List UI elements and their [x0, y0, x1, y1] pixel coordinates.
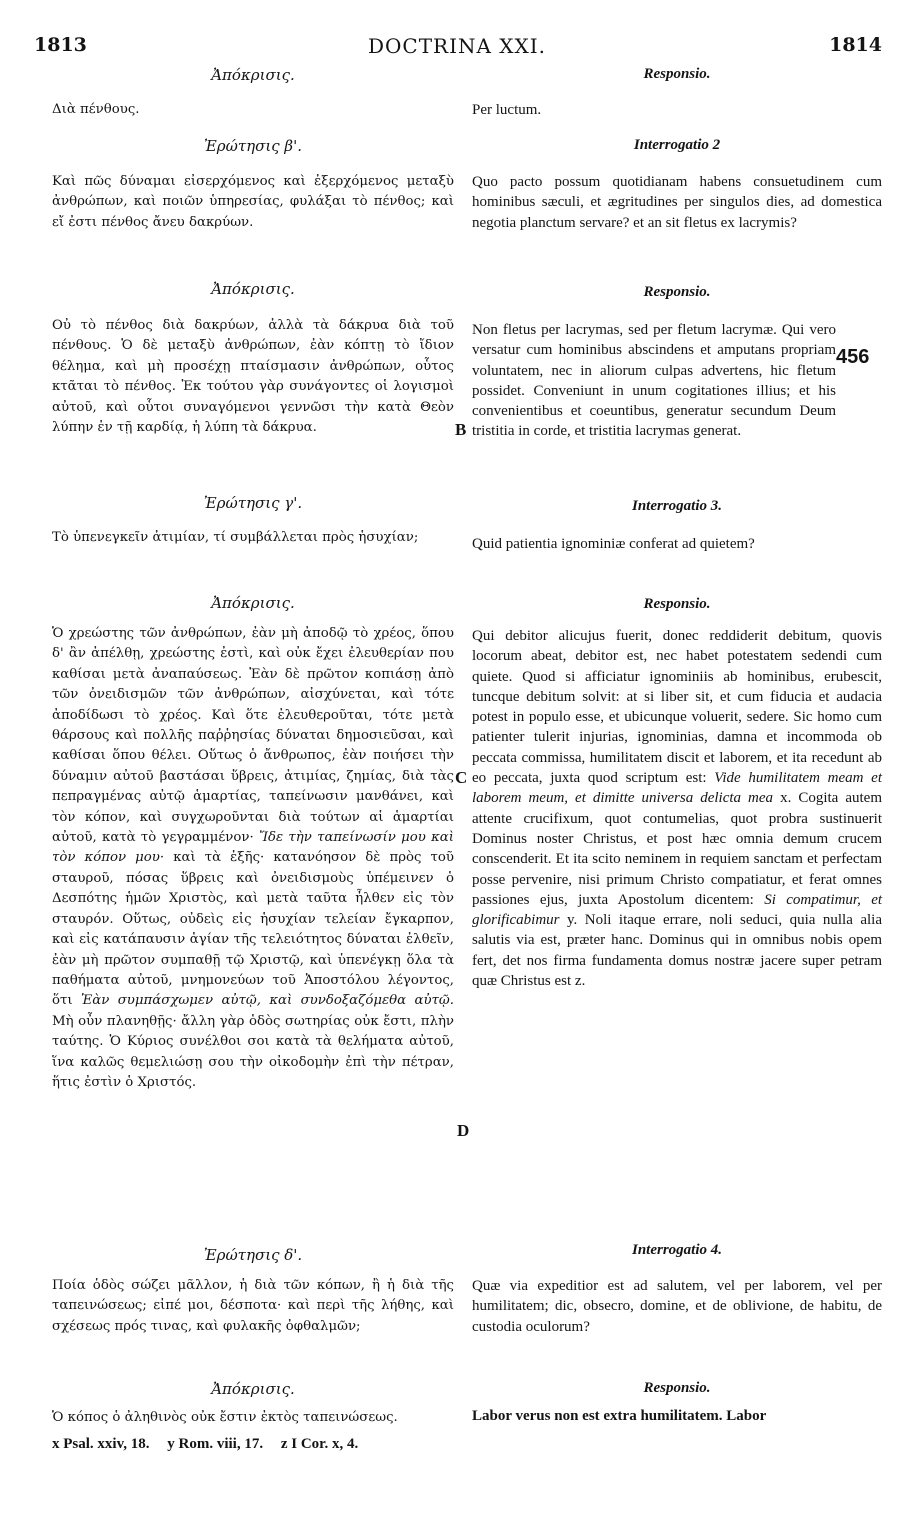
latin-para-5-text-a: Qui debitor alicujus fuerit, donec reddiderit debitum, quovis locorum abeat, debitor est, nec habet potestatem sedendi cum quiete. Quod si afficiatur ignominiis ab hominibus, erubescit, tuncque debitum solvit: at si liber sit, et cum fiducia et audacia potest in populo esse, et ubicunque voluerit, sedere. Sic homo cum patienter tulerit injurias, ignominias, damna et incommoda ob peccata commissa, humilitatem discit et laborem, et ita recedunt ab eo peccata, juxta quod scriptum est:: [472, 628, 882, 787]
latin-heading-response-1: Responsio.: [643, 66, 711, 82]
footnote-y: y Rom. viii, 17.: [167, 1436, 264, 1452]
latin-para-4: Quid patientia ignominiæ conferat ad quietem?: [472, 536, 755, 552]
greek-para-5-text-c: καὶ τὰ ἑξῆς· κατανόησον δὲ πρὸς τοῦ σταυροῦ, πόσας ὕβρεις καὶ ὀνειδισμοὺς ὑπέμεινεν ὁ Δεσπότης ἡμῶν Χριστὸς, καὶ μετὰ ταῦτα ἦλθεν εἰς τὸν σταυρόν. Οὕτως, οὐδεὶς εἰς ἡσυχίαν τελείαν ἔγκαρπον, καὶ εἰς κατάπαυσιν ἁγίαν τῆς τελειότητος δύναται ἐλθεῖν, ἐὰν μὴ πρῶτον συμπαθῇ τῷ Χριστῷ, καὶ ὑπενέγκῃ ὅλα τὰ παθήματα αὐτοῦ, μνημονεύων τοῦ Ἀποστόλου λέγοντος, ὅτι: [52, 850, 454, 1009]
greek-para-6: Ποία ὁδὸς σώζει μᾶλλον, ἡ διὰ τῶν κόπων, ἢ ἡ διὰ τῆς ταπεινώσεως; εἰπέ μοι, δέσποτα· καὶ περὶ τῆς λήθης, καὶ σχέσεως πρός τινας, καὶ φυλακῆς ὀφθαλμῶν;: [52, 1278, 454, 1334]
right-page-number: 1814: [829, 34, 882, 56]
footnote-x: x Psal. xxiv, 18.: [52, 1436, 150, 1452]
latin-para-3: Non fletus per lacrymas, sed per fletum lacrymæ. Qui vero versatur cum hominibus abscindens et amputans propriam voluntatem, nec in aliorum culpas advertens, hic fletum possidet. Conveniunt in unum cogitationes illius; et his convenientibus et coeuntibus, generatur secundum Deum tristitia in corde, et tristitia lacrymas generat.: [472, 322, 836, 440]
running-title: DOCTRINA XXI.: [367, 34, 547, 58]
greek-heading-question-4: Ἐρώτησις δ'.: [203, 1246, 303, 1264]
latin-para-2: Quo pacto possum quotidianam habens consuetudinem cum hominibus sæculi, et ægritudines per singulos dies, ad domestica negotia planctum servare? et an sit fletus ex lacrymis?: [472, 174, 882, 231]
latin-para-5: [472, 626, 882, 991]
latin-para-1: Per luctum.: [472, 102, 542, 118]
latin-para-7: Labor verus non est extra humilitatem. Labor: [472, 1408, 767, 1424]
latin-heading-response-3: Responsio.: [643, 596, 711, 612]
latin-para-5-text-e: y. Noli itaque errare, noli seduci, quia nulla alia salutis via est, præter hanc. Dominus qui in omnibus nobis opem fert, det nos firma fundamenta domus nostræ jacere super petram quæ Christus est z.: [472, 912, 882, 990]
latin-para-5-quote-2: Si compatimur, et glorificabimur: [472, 891, 883, 929]
latin-heading-question-3: Interrogatio 3.: [631, 498, 722, 514]
greek-heading-question-3: Ἐρώτησις γ'.: [203, 494, 303, 512]
greek-para-5-quote-1: Ἴδε τὴν ταπείνωσίν μου καὶ τὸν κόπον μου·: [52, 830, 454, 866]
latin-heading-response-4: Responsio.: [643, 1380, 711, 1396]
greek-heading-response-3: Ἀπόκρισις.: [211, 594, 295, 612]
greek-para-5-text-a: Ὁ χρεώστης τῶν ἀνθρώπων, ἐὰν μὴ ἀποδῷ τὸ χρέος, ὅπου δ' ἂν ἀπέλθῃ, χρεώστης ἐστὶ, καὶ οὐκ ἔχει ἐλευθερίαν που καθίσαι μετὰ ἀναπαύσεως. Ἐὰν δὲ πρῶτον κοπιάσῃ ἀπὸ τῶν ὀνειδισμῶν τῶν ἀνθρώπων, αἰσχύνεται, καὶ τότε ἀποδίδωσι τὸ χρέος. Καὶ ὅτε ἐλευθεροῦται, τότε μετὰ θάρσους καὶ πολλῆς παῤῥησίας δύναται δημοσιεῦσαι, καὶ καθίσαι ὅπου θέλει. Οὕτως ὁ ἄνθρωπος, ἐὰν ποιήσει τὴν δύναμιν αὐτοῦ βαστάσαι ὕβρεις, ἀτιμίας, ζημίας, διὰ τὰς πεπραγμένας αὐτῷ ἁμαρτίας, ταπείνωσιν μανθάνει, καὶ τὸν κόπον, καὶ συγχωροῦνται διὰ τούτων αἱ ἁμαρτίαι αὐτοῦ, κατὰ τὸ γεγραμμένον·: [52, 626, 454, 846]
greek-para-3: Οὐ τὸ πένθος διὰ δακρύων, ἀλλὰ τὰ δάκρυα διὰ τοῦ πένθους. Ὁ δὲ μεταξὺ ἀνθρώπων, ἐὰν κόπτῃ τὸ ἴδιον θέλημα, καὶ μὴ προσέχῃ πταίσμασιν ἀνθρώπων, οὗτος κτᾶται τὸ πένθος. Ἐκ τούτου γὰρ συνάγοντες οἱ λογισμοὶ αὐτοῦ, καὶ οὗτοι συναγόμενοι γεννῶσι τὴν κατὰ Θεὸν λύπην ἐν τῇ καρδίᾳ, ἡ λύπη τὰ δάκρυα.: [52, 318, 454, 436]
greek-para-5: [52, 624, 454, 1093]
greek-heading-question-2: Ἐρώτησις β'.: [204, 137, 302, 155]
latin-para-6: Quæ via expeditior est ad salutem, vel per laborem, vel per humilitatem; dic, obsecro, domine, et de oblivione, de habitu, de custodia oculorum?: [472, 1278, 882, 1335]
greek-para-7: Ὁ κόπος ὁ ἀληθινὸς οὐκ ἔστιν ἐκτὸς ταπεινώσεως.: [52, 1410, 398, 1425]
footnotes: [52, 1436, 372, 1453]
latin-heading-response-2: Responsio.: [643, 284, 711, 300]
footnote-z: z I Cor. x, 4.: [280, 1436, 359, 1452]
margin-letter-b: B: [455, 420, 467, 439]
greek-heading-response-1: Ἀπόκρισις.: [211, 66, 295, 84]
greek-heading-response-2: Ἀπόκρισις.: [211, 280, 295, 298]
margin-letter-c: C: [455, 768, 468, 787]
latin-heading-question-2: Interrogatio 2: [633, 137, 721, 153]
latin-para-5-quote-1: Vide humilitatem meam et laborem meum, et dimitte universa delicta mea: [472, 770, 883, 807]
greek-para-5-text-e: Μὴ οὖν πλανηθῇς· ἄλλη γὰρ ὁδὸς σωτηρίας οὐκ ἔστι, πλὴν ταύτης. Ὁ Κύριος συνέλθοι σοι κατὰ τὰ θελήματα αὐτοῦ, ἵνα καλῶς θεμελιώσῃ σου τὴν οἰκοδομὴν ἐπὶ τὴν πέτραν, ἥτις ἐστὶν ὁ Χριστός.: [52, 1013, 454, 1090]
margin-letter-d: D: [457, 1121, 470, 1140]
greek-para-1: Διὰ πένθους.: [52, 102, 140, 117]
greek-para-4: Τὸ ὑπενεγκεῖν ἀτιμίαν, τί συμβάλλεται πρὸς ἡσυχίαν;: [52, 530, 419, 545]
greek-para-5-quote-2: Ἐὰν συμπάσχωμεν αὐτῷ, καὶ συνδοξαζόμεθα αὐτῷ.: [80, 993, 454, 1009]
left-page-number: 1813: [34, 34, 87, 56]
latin-para-5-text-c: x. Cogita autem attente crucifixum, quot contumelias, quot probra sustinuerit Dominus noster Christus, et post hæc omnia demum crucem conscenderit. Et ita scito neminem in requiem sanctam et perfectam posse pervenire, nisi primum Christo compatiatur, et ferat omnes passiones ejus, juxta Apostolum dicentem:: [472, 790, 882, 908]
latin-heading-question-4: Interrogatio 4.: [631, 1242, 722, 1258]
greek-para-2: Καὶ πῶς δύναμαι εἰσερχόμενος καὶ ἐξερχόμενος μεταξὺ ἀνθρώπων, καὶ ποιῶν ὑπηρεσίας, φυλάξαι τὸ πένθος; καὶ εἴ ἐστι πένθος ἄνευ δακρύων.: [52, 174, 454, 230]
column-number: 456: [836, 346, 870, 368]
greek-heading-response-4: Ἀπόκρισις.: [211, 1380, 295, 1398]
